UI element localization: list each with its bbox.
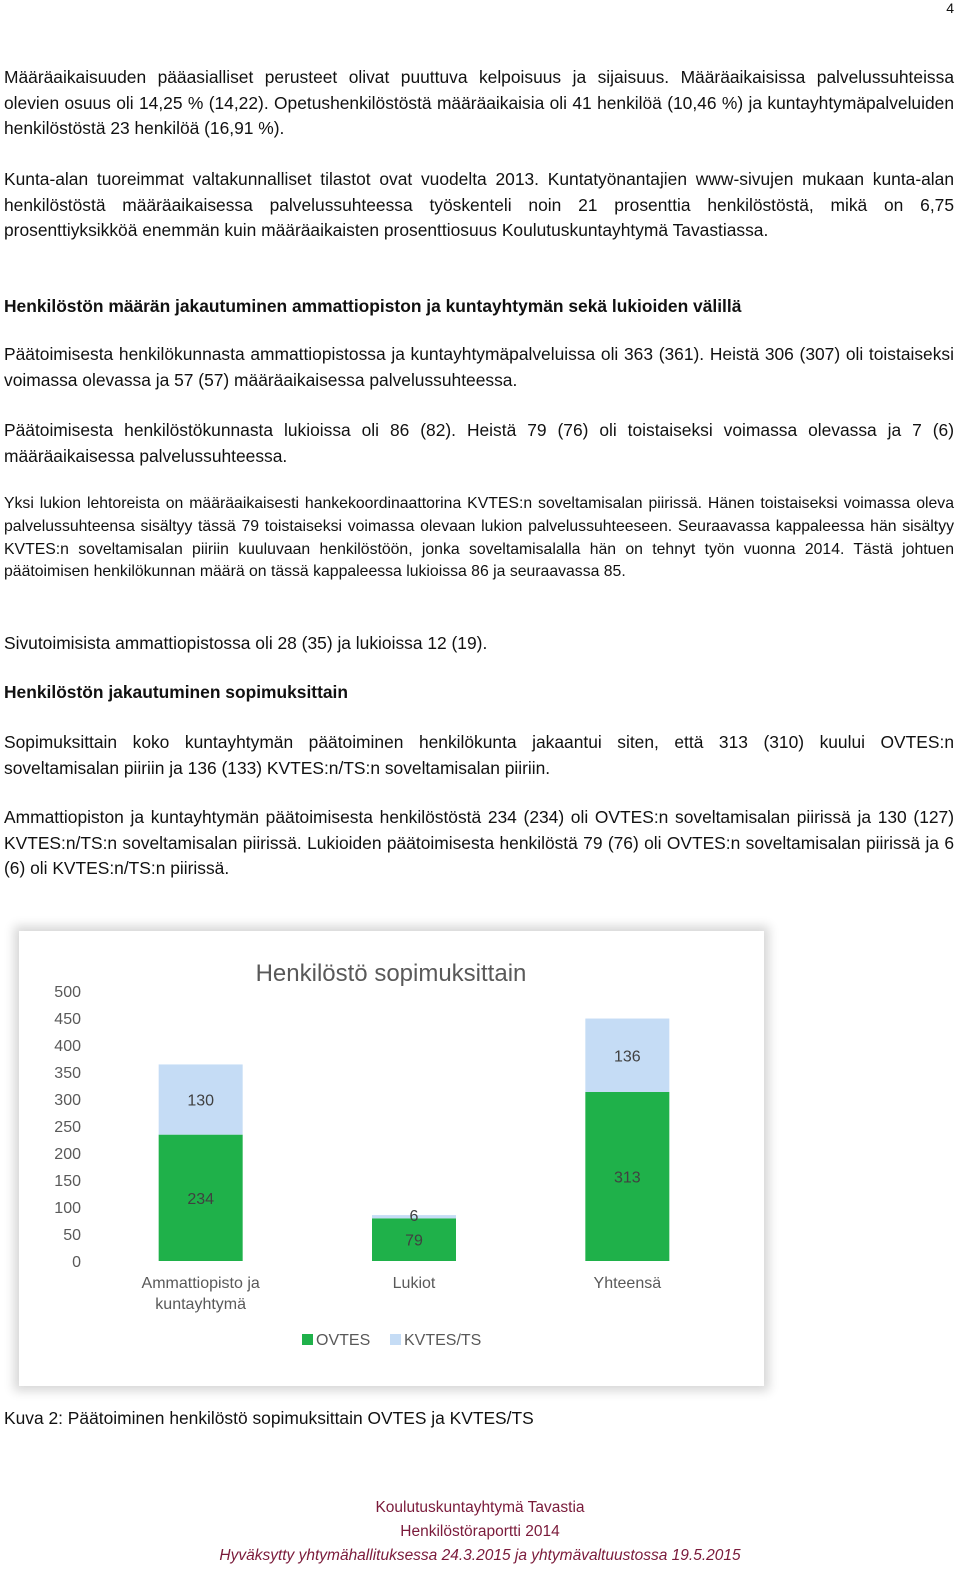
footer-approval: Hyväksytty yhtymähallituksessa 24.3.2015 ja yhtymävaltuustossa 19.5.2015 (219, 1547, 741, 1564)
paragraph-upper-secondary-staff: Päätoimisesta henkilöstökunnasta lukioissa oli 86 (82). Heistä 79 (76) oli toistaiseksi voimassa olevassa ja 7 (6) määräaikaisessa palvelussuhteessa. (4, 420, 954, 466)
paragraph-part-time-staff: Sivutoimisista ammattiopistossa oli 28 (35) ja lukioissa 12 (19). (4, 633, 488, 653)
legend-label: OVTES (316, 1332, 371, 1349)
y-tick-label: 100 (54, 1200, 81, 1217)
heading-by-agreement: Henkilöstön jakautuminen sopimuksittain (4, 682, 349, 702)
bar-value-label: 136 (613, 1048, 641, 1066)
bar-value-label: 6 (409, 1208, 419, 1226)
paragraph-agreement-total: Sopimuksittain koko kuntayhtymän päätoiminen henkilökunta jakaantui siten, että 313 (310) kuului OVTES:n soveltamisalan piiriin ja 136 (133) KVTES:n/TS:n soveltamisalan piiriin. (4, 732, 954, 778)
bar-value-label: 234 (187, 1190, 215, 1208)
paragraph-national-statistics: Kunta-alan tuoreimmat valtakunnalliset tilastot ovat vuodelta 2013. Kuntatyönantajien www-sivujen mukaan kunta-alan henkilöstöstä määräaikaisessa palvelussuhteessa työskenteli noin 21 prosenttia henkilöstöstä, mikä on 6,75 prosenttiyksikköä enemmän kuin määräaikaisten prosenttiosuus Koulutuskuntayhtymä Tavastiassa. (4, 169, 954, 241)
paragraph-lecturer-note: Yksi lukion lehtoreista on määräaikaisesti hankekoordinaattorina KVTES:n soveltamisalan piirissä. Hänen toistaiseksi voimassa oleva palvelussuhteensa sisältyy tässä 79 toistaiseksi voimassa olevaan lukion palvelussuhteeseen. Seuraavassa kappaleessa hän sisältyy KVTES:n soveltamisalan piiriin kuuluvaan henkilöstöön, jonka soveltamisalalla hän on tehnyt työn vuonna 2014. Tästä johtuen päätoimisen henkilökunnan määrä on tässä kappaleessa lukioissa 86 ja seuraavassa 85. (4, 495, 954, 581)
y-tick-label: 450 (54, 1011, 81, 1028)
page-number: 4 (946, 0, 954, 16)
bar-value-label: 79 (405, 1232, 423, 1250)
y-tick-label: 350 (54, 1065, 81, 1082)
category-label: Yhteensä (593, 1275, 662, 1292)
legend-swatch-ovtes (302, 1334, 313, 1345)
category-label: Lukiot (392, 1275, 436, 1292)
figure-caption: Kuva 2: Päätoiminen henkilöstö sopimuksittain OVTES ja KVTES/TS (4, 1408, 534, 1428)
y-tick-label: 500 (54, 984, 81, 1001)
paragraph-agreement-breakdown: Ammattiopiston ja kuntayhtymän päätoimisesta henkilöstöstä 234 (234) oli OVTES:n soveltamisalan piirissä ja 130 (127) KVTES:n/TS:n soveltamisalan piirissä. Lukioiden päätoimisesta henkilöstä 79 (76) oli OVTES:n soveltamisalan piirissä ja 6 (6) oli KVTES:n/TS:n piirissä. (4, 807, 954, 879)
category-label: kuntayhtymä (155, 1296, 247, 1313)
y-tick-label: 200 (54, 1146, 81, 1163)
footer-report-name: Henkilöstöraportti 2014 (400, 1523, 560, 1540)
paragraph-vocational-staff: Päätoimisesta henkilökunnasta ammattiopistossa ja kuntayhtymäpalveluissa oli 363 (361). Heistä 306 (307) oli toistaiseksi voimassa olevassa ja 57 (57) määräaikaisessa palvelussuhteessa. (4, 344, 954, 390)
bar-value-label: 313 (613, 1169, 641, 1187)
chart-container (19, 931, 764, 1386)
chart-title: Henkilöstö sopimuksittain (255, 960, 527, 987)
y-tick-label: 0 (72, 1254, 81, 1271)
legend-label: KVTES/TS (404, 1332, 482, 1349)
y-tick-label: 250 (54, 1119, 81, 1136)
stacked-bar-chart (19, 931, 764, 1386)
bar-value-label: 130 (187, 1092, 215, 1110)
y-tick-label: 300 (54, 1092, 81, 1109)
y-tick-label: 400 (54, 1038, 81, 1055)
legend-swatch-kvtes (390, 1334, 401, 1345)
heading-staff-distribution: Henkilöstön määrän jakautuminen ammattiopiston ja kuntayhtymän sekä lukioiden välillä (4, 296, 742, 316)
footer-organization: Koulutuskuntayhtymä Tavastia (375, 1499, 585, 1516)
paragraph-fixed-term-reasons: Määräaikaisuuden pääasialliset perusteet olivat puuttuva kelpoisuus ja sijaisuus. Määräaikaisissa palvelussuhteissa olevien osuus oli 14,25 % (14,22). Opetushenkilöstöstä määräaikaisia oli 41 henkilöä (10,46 %) ja kuntayhtymäpalveluiden henkilöstöstä 23 henkilöä (16,91 %). (4, 67, 954, 139)
y-tick-label: 50 (63, 1227, 81, 1244)
y-tick-label: 150 (54, 1173, 81, 1190)
category-label: Ammattiopisto ja (141, 1275, 260, 1292)
